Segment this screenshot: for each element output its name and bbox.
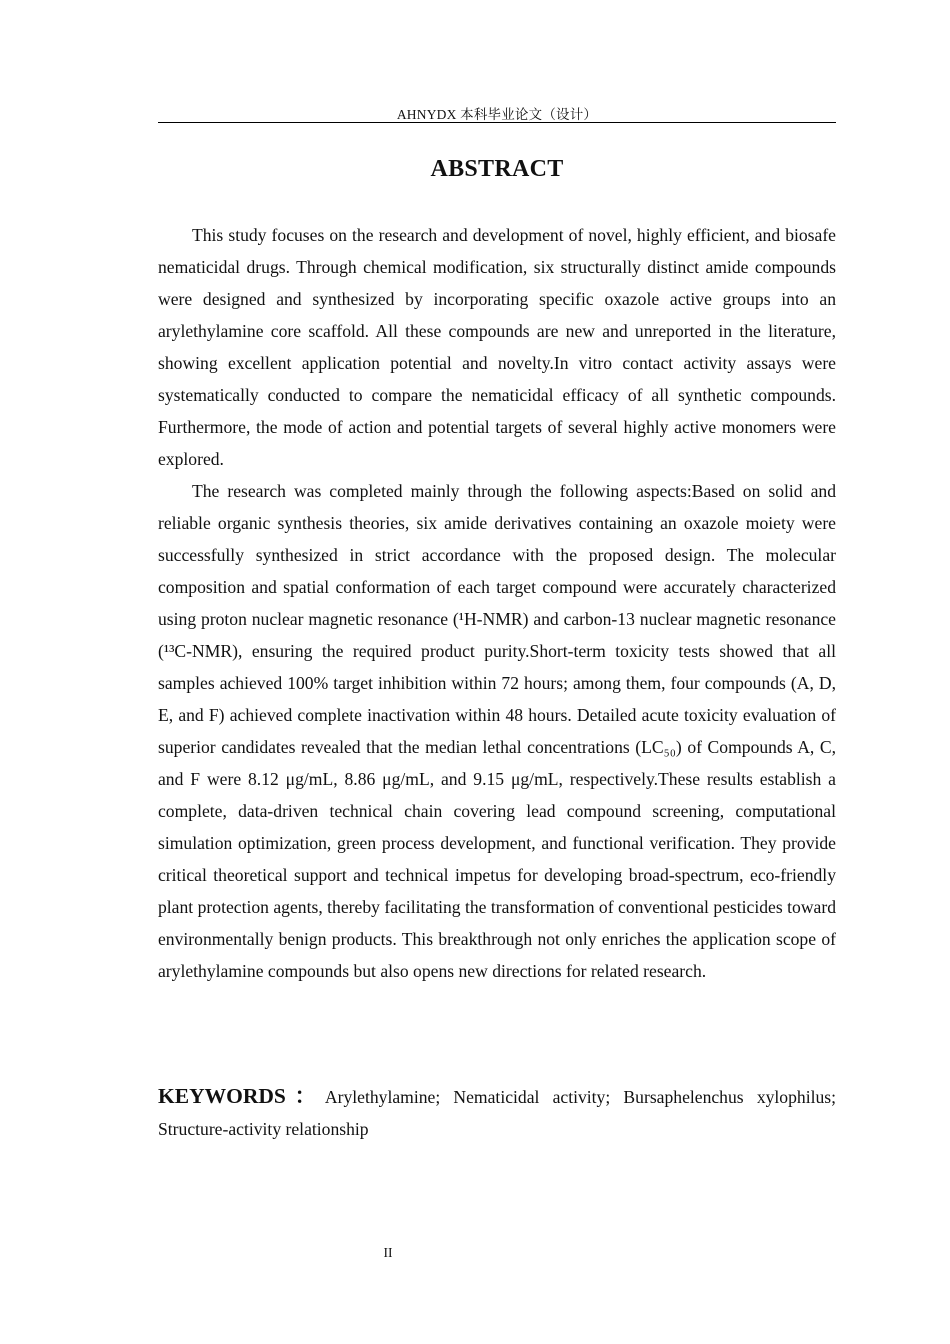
keywords-section <box>158 1080 836 1145</box>
running-header: AHNYDX 本科毕业论文（设计） <box>396 107 598 122</box>
header-rule <box>158 122 836 123</box>
keywords-label: KEYWORDS： <box>158 1084 325 1108</box>
page-number: II <box>383 1245 393 1260</box>
keywords-text: Arylethylamine; Nematicidal activity; Bursaphelenchus xylophilus; Structure-activity relationship <box>158 1087 836 1139</box>
abstract-paragraph-1: This study focuses on the research and development of novel, highly efficient, and biosafe nematicidal drugs. Through chemical modification, six structurally distinct amide compounds were designed and synthesized by incorporating specific oxazole active groups into an arylethylamine core scaffold. All these compounds are new and unreported in the literature, showing excellent application potential and novelty.In vitro contact activity assays were systematically conducted to compare the nematicidal efficacy of all synthetic compounds. Furthermore, the mode of action and potential targets of several highly active monomers were explored. <box>158 225 836 469</box>
abstract-paragraph-2: The research was completed mainly through the following aspects:Based on solid and reliable organic synthesis theories, six amide derivatives containing an oxazole moiety were successfully synthesized in strict accordance with the proposed design. The molecular composition and spatial conformation of each target compound were accurately characterized using proton nuclear magnetic resonance (¹H-NMR) and carbon-13 nuclear magnetic resonance (¹³C-NMR), ensuring the required product purity.Short-term toxicity tests showed that all samples achieved 100% target inhibition within 72 hours; among them, four compounds (A, D, E, and F) achieved complete inactivation within 48 hours. Detailed acute toxicity evaluation of superior candidates revealed that the median lethal concentrations (LC₅₀) of Compounds A, C, and F were 8.12 μg/mL, 8.86 μg/mL, and 9.15 μg/mL, respectively.These results establish a complete, data-driven technical chain covering lead compound screening, computational simulation optimization, green process development, and functional verification. They provide critical theoretical support and technical impetus for developing broad-spectrum, eco-friendly plant protection agents, thereby facilitating the transformation of conventional pesticides toward environmentally benign products. This breakthrough not only enriches the application scope of arylethylamine compounds but also opens new directions for related research. <box>158 481 836 981</box>
page-title: ABSTRACT <box>430 156 564 182</box>
abstract-body <box>158 219 836 987</box>
